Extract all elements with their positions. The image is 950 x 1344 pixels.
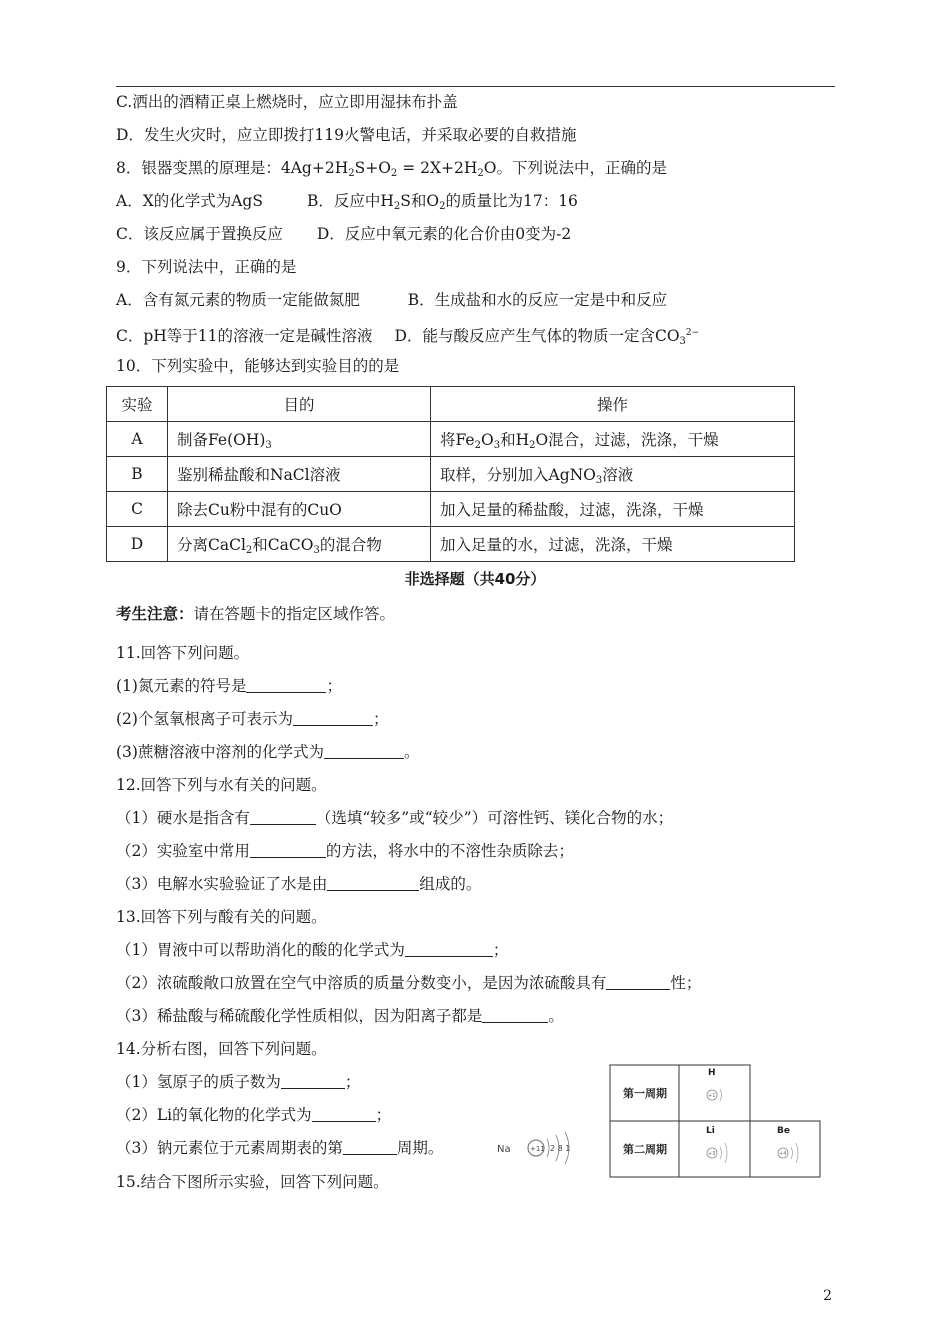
element-be-symbol: Be <box>777 1126 790 1136</box>
question-13-title: 13.回答下列与酸有关的问题。 <box>116 908 327 926</box>
na-label: Na <box>497 1144 511 1155</box>
answer-blank[interactable] <box>482 1008 548 1023</box>
table-row <box>107 422 795 457</box>
table-cell: 鉴别稀盐酸和NaCl溶液 <box>168 457 431 492</box>
question-13-part-2: （2）浓硫酸敞口放置在空气中溶质的质量分数变小，是因为浓硫酸具有 性； <box>116 974 702 992</box>
na-shells: 2 8 1 <box>550 1144 571 1153</box>
svg-text:+3: +3 <box>708 1151 716 1157</box>
answer-blank[interactable] <box>281 1074 345 1089</box>
option-c-line: C.洒出的酒精正桌上燃烧时，应立即用湿抹布扑盖 <box>116 93 458 111</box>
question-12-part-2: （2）实验室中常用 的方法，将水中的不溶性杂质除去； <box>116 842 574 860</box>
table-header: 实验 <box>107 387 168 422</box>
table-header: 目的 <box>168 387 431 422</box>
table-cell: 分离CaCl$_2$和CaCO$_3$的混合物 <box>168 527 431 562</box>
period-1-label: 第一周期 <box>623 1087 667 1100</box>
question-9-stem: 9．下列说法中，正确的是 <box>116 258 297 276</box>
question-9-options-cd: C．pH等于11的溶液一定是碱性溶液 D．能与酸反应产生气体的物质一定含$CO_3^{2-}$ <box>116 327 700 347</box>
experiment-table <box>106 386 795 562</box>
table-row <box>107 457 795 492</box>
question-15-title: 15.结合下图所示实验，回答下列问题。 <box>116 1173 389 1191</box>
answer-blank[interactable] <box>293 711 373 726</box>
question-13-part-1: （1）胃液中可以帮助消化的酸的化学式为 ； <box>116 941 509 959</box>
element-h-symbol: H <box>708 1068 716 1078</box>
table-cell: C <box>107 492 168 527</box>
question-11-part-2: (2)个氢氧根离子可表示为 ； <box>116 710 389 728</box>
question-11-part-1: (1)氮元素的符号是 ； <box>116 677 342 695</box>
question-14-title: 14.分析右图，回答下列问题。 <box>116 1040 327 1058</box>
table-cell: D <box>107 527 168 562</box>
table-cell: 加入足量的稀盐酸，过滤，洗涤，干燥 <box>431 492 795 527</box>
table-cell: A <box>107 422 168 457</box>
question-8-options-ab: A．X的化学式为AgS B．反应中$H_2S$和$O_2$的质量比为17：16 <box>116 192 578 212</box>
table-header-row <box>107 387 795 422</box>
answer-blank[interactable] <box>250 810 316 825</box>
section-title: 非选择题（共40分） <box>404 570 546 588</box>
svg-text:+4: +4 <box>779 1151 787 1157</box>
sodium-atom-diagram <box>495 1130 587 1166</box>
answer-blank[interactable] <box>312 1107 376 1122</box>
answer-blank[interactable] <box>250 843 326 858</box>
question-8-options-cd: C．该反应属于置换反应 D．反应中氧元素的化合价由0变为-2 <box>116 225 572 243</box>
option-d-line: D．发生火灾时，应立即拨打119火警电话，并采取必要的自救措施 <box>116 126 577 144</box>
answer-blank[interactable] <box>246 678 326 693</box>
table-cell: 加入足量的水，过滤，洗涤，干燥 <box>431 527 795 562</box>
answer-blank[interactable] <box>606 975 670 990</box>
answer-blank[interactable] <box>405 942 493 957</box>
header-rule <box>116 86 835 87</box>
table-cell: 取样，分别加入AgNO$_3$溶液 <box>431 457 795 492</box>
question-12-part-3: （3）电解水实验验证了水是由 组成的。 <box>116 875 482 893</box>
page-number: 2 <box>823 1288 832 1304</box>
question-12-part-1: （1）硬水是指含有 （选填“较多”或“较少”）可溶性钙、镁化合物的水； <box>116 809 674 827</box>
question-11-part-3: (3)蔗糖溶液中溶剂的化学式为 。 <box>116 743 420 761</box>
question-8-stem: 8．银器变黑的原理是：$4Ag+2H_2S+O_2 = 2X+2H_2O$。下列说法中，正确的是 <box>116 159 667 179</box>
table-cell: 除去Cu粉中混有的CuO <box>168 492 431 527</box>
periodic-table-fragment <box>609 1062 825 1180</box>
period-2-label: 第二周期 <box>623 1143 667 1156</box>
question-14-part-1: （1）氢原子的质子数为 ； <box>116 1073 361 1091</box>
table-cell: 将$Fe_2O_3$和$H_2O$混合，过滤，洗涤，干燥 <box>431 422 795 457</box>
question-12-title: 12.回答下列与水有关的问题。 <box>116 776 327 794</box>
answer-blank[interactable] <box>343 1140 397 1155</box>
svg-text:+1: +1 <box>708 1093 716 1099</box>
element-li-symbol: Li <box>706 1126 715 1136</box>
question-13-part-3: （3）稀盐酸与稀硫酸化学性质相似，因为阳离子都是 。 <box>116 1007 564 1025</box>
table-cell: B <box>107 457 168 492</box>
table-row <box>107 492 795 527</box>
table-row <box>107 527 795 562</box>
question-10-stem: 10．下列实验中，能够达到实验目的的是 <box>116 357 400 375</box>
na-nucleus-label: +11 <box>530 1145 545 1153</box>
table-cell: 制备$Fe(OH)_3$ <box>168 422 431 457</box>
table-header: 操作 <box>431 387 795 422</box>
answer-blank[interactable] <box>324 744 404 759</box>
answer-blank[interactable] <box>327 876 419 891</box>
candidate-notice: 考生注意：请在答题卡的指定区域作答。 <box>116 605 396 623</box>
question-14-part-2: （2）Li的氧化物的化学式为 ； <box>116 1106 392 1124</box>
question-14-part-3: （3）钠元素位于元素周期表的第 周期。 <box>116 1139 444 1157</box>
question-11-title: 11.回答下列问题。 <box>116 644 250 662</box>
question-9-options-ab: A．含有氮元素的物质一定能做氮肥 B．生成盐和水的反应一定是中和反应 <box>116 291 668 309</box>
